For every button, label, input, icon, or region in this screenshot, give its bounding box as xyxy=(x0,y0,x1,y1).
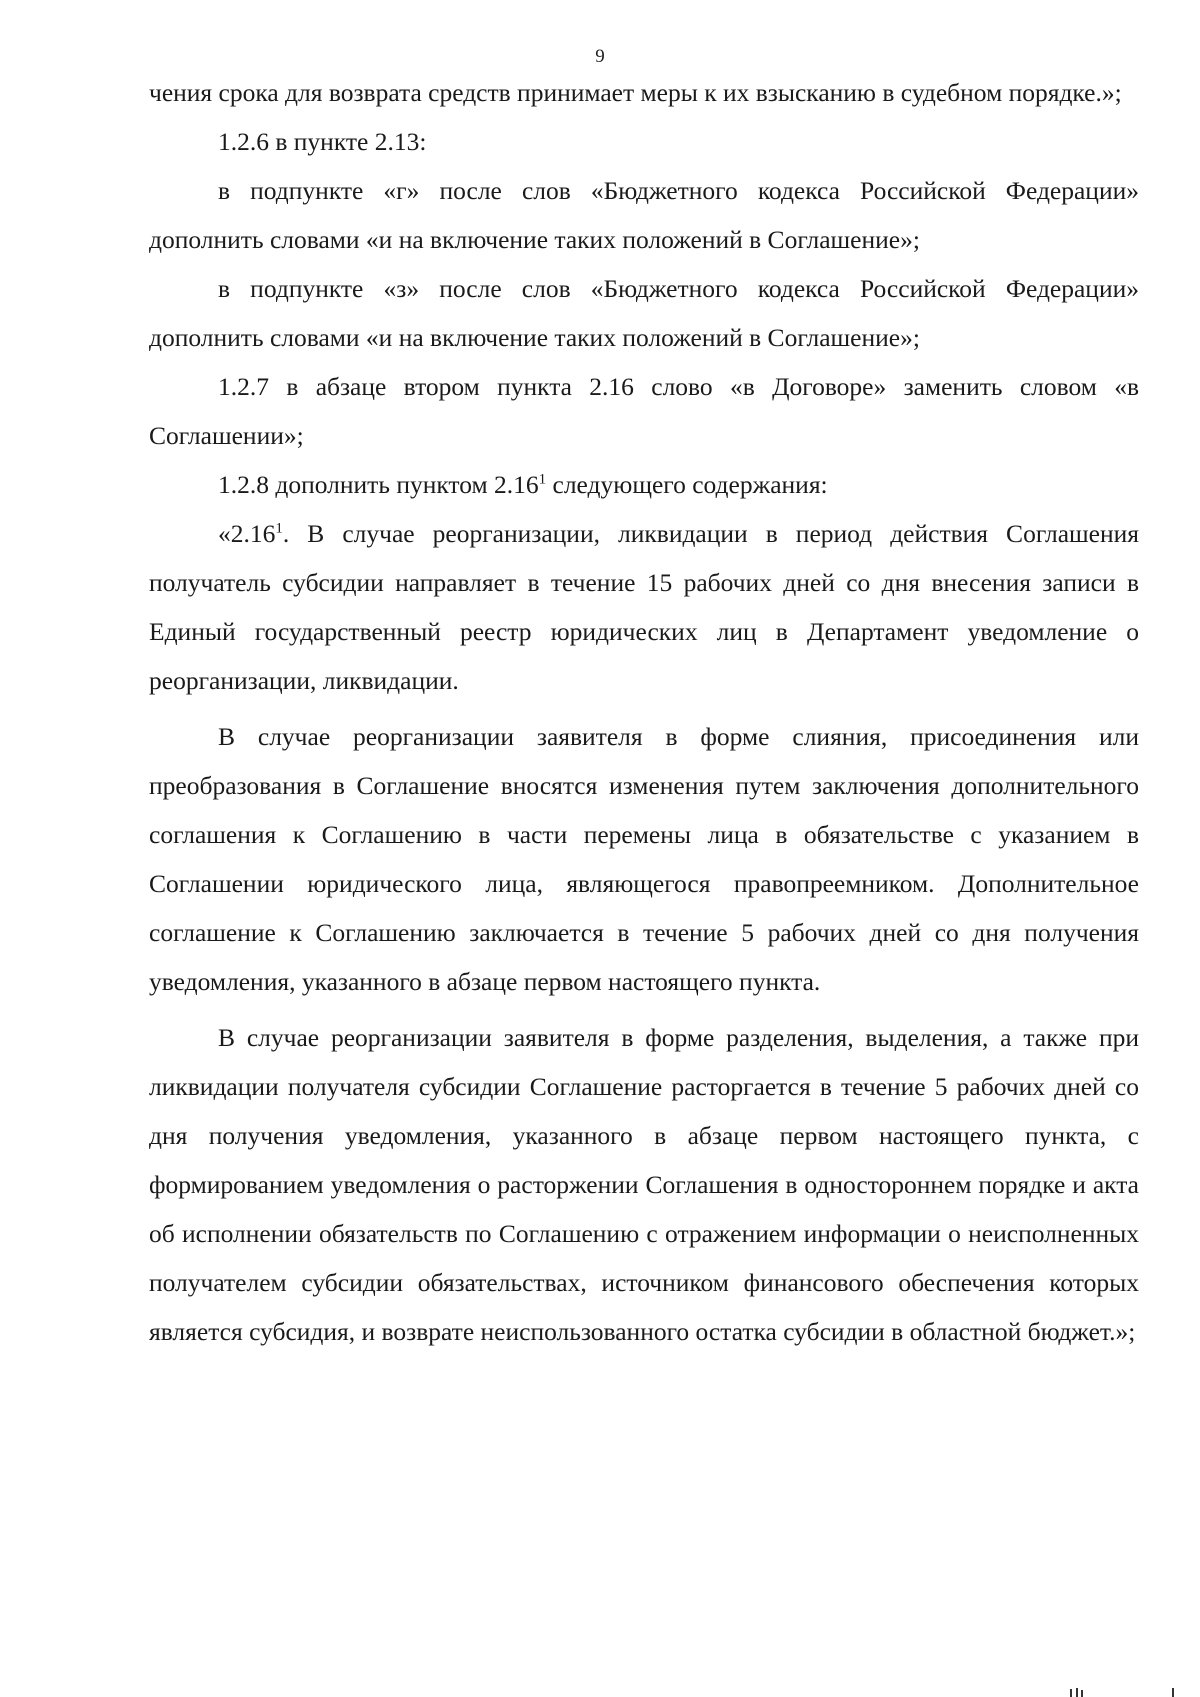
paragraph-division-case: В случае реорганизации заявителя в форме разделения, выделения, а также при ликвидации получателя субсидии Соглашение расторгается в течение 5 рабочих дней со дня получения уведомления, указанного в абзаце первом настоящего пункта, с формированием уведомления о расторжении Соглашения в одностороннем порядке и акта об исполнении обязательств по Соглашению с отражением информации о неисполненных получателем субсидии обязательствах, источником финансового обеспечения которых является субсидия, и возврате неиспользованного остатка субсидии в областной бюджет.»; xyxy=(149,1023,1139,1346)
paragraph-2-16-1-text: . В случае реорганизации, ликвидации в период действия Соглашения получатель субсидии направляет в течение 15 рабочих дней со дня внесения записи в Единый государственный реестр юридических лиц в Департамент уведомление о реорганизации, ликвидации. xyxy=(149,519,1139,695)
paragraph-subitem-z: в подпункте «з» после слов «Бюджетного кодекса Российской Федерации» дополнить словами «и на включение таких положений в Соглашение»; xyxy=(149,274,1139,352)
paragraph-1-2-8-tail: следующего содержания: xyxy=(546,470,828,499)
page-number: 9 xyxy=(595,46,605,67)
superscript: 1 xyxy=(538,471,547,488)
paragraph-1-2-8 xyxy=(149,460,1139,509)
scan-artifact xyxy=(1081,1690,1083,1697)
document-body xyxy=(149,68,1139,1356)
paragraph-1-2-8-text: 1.2.8 дополнить пунктом 2.16 xyxy=(218,470,539,499)
paragraph-merger-case: В случае реорганизации заявителя в форме слияния, присоединения или преобразования в Соглашение вносятся изменения путем заключения дополнительного соглашения к Соглашению в части перемены лица в обязательстве с указанием в Соглашении юридического лица, являющегося правопреемником. Дополнительное соглашение к Соглашению заключается в течение 5 рабочих дней со дня получения уведомления, указанного в абзаце первом настоящего пункта. xyxy=(149,722,1139,996)
paragraph-2-16-1-lead: «2.16 xyxy=(218,519,276,548)
scan-artifact xyxy=(1070,1689,1072,1697)
paragraph-1-2-7: 1.2.7 в абзаце втором пункта 2.16 слово «в Договоре» заменить словом «в Соглашении»; xyxy=(149,372,1139,450)
scan-artifact xyxy=(1076,1688,1078,1697)
paragraph-subitem-g: в подпункте «г» после слов «Бюджетного кодекса Российской Федерации» дополнить словами «и на включение таких положений в Соглашение»; xyxy=(149,176,1139,254)
paragraph-2-16-1 xyxy=(149,509,1139,705)
superscript: 1 xyxy=(275,520,283,537)
scan-artifact xyxy=(1172,1688,1174,1697)
paragraph-1-2-6: 1.2.6 в пункте 2.13: xyxy=(218,127,427,156)
paragraph-continuation: чения срока для возврата средств принимает меры к их взысканию в судебном порядке.»; xyxy=(149,78,1122,107)
